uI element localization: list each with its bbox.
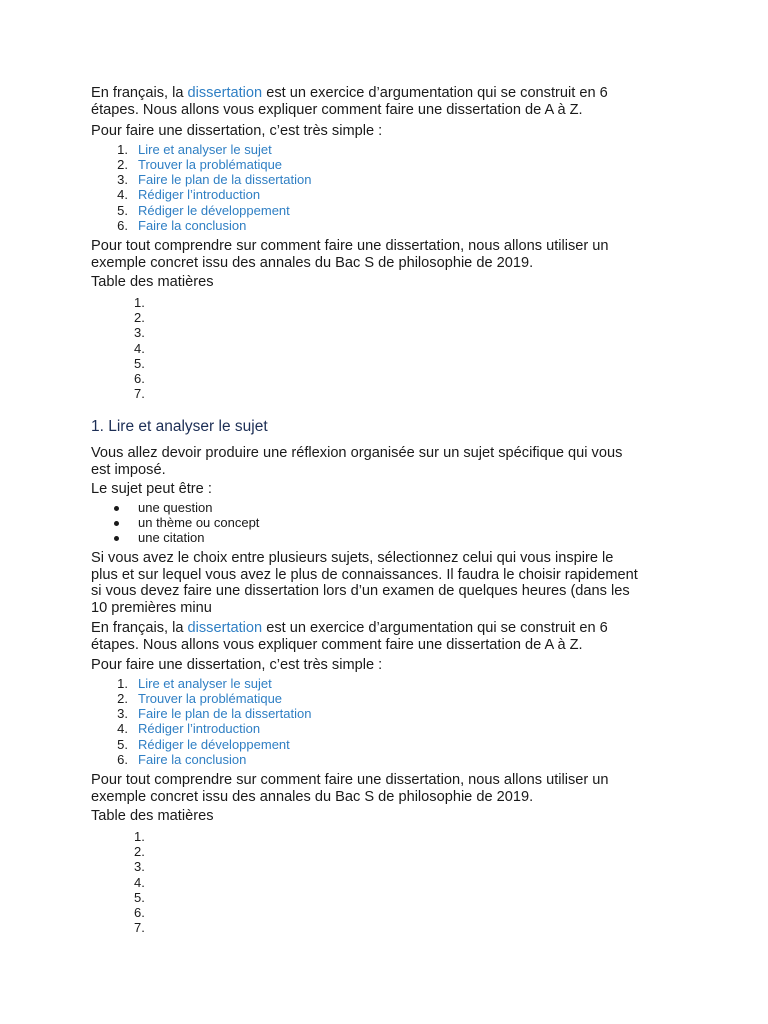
toc-number: 1. — [134, 295, 145, 310]
step-link[interactable]: Rédiger l’introduction — [138, 187, 261, 202]
dissertation-link[interactable]: dissertation — [187, 85, 263, 101]
step-link[interactable]: Faire le plan de la dissertation — [138, 172, 312, 187]
step-number: 5. — [117, 203, 128, 218]
example-line1: Pour tout comprendre sur comment faire une dissertation, nous allons utiliser un — [91, 238, 609, 254]
step-number: 5. — [117, 737, 128, 752]
bullet-dot — [114, 521, 119, 526]
toc-number: 1. — [134, 829, 145, 844]
toc-number: 7. — [134, 386, 145, 401]
step-number: 2. — [117, 157, 128, 172]
bullet-item: une question — [138, 500, 213, 515]
choice-line4: 10 premières minu — [91, 599, 212, 616]
section-paragraph — [91, 445, 691, 478]
intro-text-after: est un exercice d’argumentation qui se construit en 6 — [262, 620, 608, 636]
section-p1-line1: Vous allez devoir produire une réflexion organisée sur un sujet spécifique qui vous — [91, 445, 623, 461]
step-link[interactable]: Lire et analyser le sujet — [138, 142, 272, 157]
example-line2: exemple concret issu des annales du Bac S de philosophie de 2019. — [91, 254, 534, 271]
step-link[interactable]: Rédiger le développement — [138, 203, 290, 218]
toc-number: 2. — [134, 310, 145, 325]
step-number: 6. — [117, 218, 128, 233]
step-link[interactable]: Rédiger l’introduction — [138, 721, 261, 736]
toc-number: 2. — [134, 844, 145, 859]
bullet-item: une citation — [138, 530, 205, 545]
example-paragraph — [91, 238, 691, 271]
step-number: 4. — [117, 721, 128, 736]
simple-paragraph-repeat: Pour faire une dissertation, c’est très simple : — [91, 657, 383, 673]
toc-number: 7. — [134, 920, 145, 935]
step-link[interactable]: Faire le plan de la dissertation — [138, 706, 312, 721]
intro-text-line2: étapes. Nous allons vous expliquer comment faire une dissertation de A à Z. — [91, 636, 583, 653]
toc-number: 6. — [134, 371, 145, 386]
intro-text-line2: étapes. Nous allons vous expliquer comment faire une dissertation de A à Z. — [91, 101, 583, 118]
step-number: 3. — [117, 706, 128, 721]
example-line1: Pour tout comprendre sur comment faire une dissertation, nous allons utiliser un — [91, 772, 609, 788]
intro-paragraph — [91, 85, 691, 118]
simple-paragraph: Pour faire une dissertation, c’est très simple : — [91, 123, 383, 139]
choice-line2: plus et sur lequel vous avez le plus de connaissances. Il faudra le choisir rapidement — [91, 566, 638, 583]
step-link[interactable]: Trouver la problématique — [138, 691, 283, 706]
toc-number: 3. — [134, 325, 145, 340]
intro-text-before: En français, la — [91, 620, 188, 636]
toc-title: Table des matières — [91, 274, 214, 290]
step-number: 3. — [117, 172, 128, 187]
section-p1-line2: est imposé. — [91, 461, 166, 478]
dissertation-link[interactable]: dissertation — [187, 620, 263, 636]
example-line2: exemple concret issu des annales du Bac S de philosophie de 2019. — [91, 788, 534, 805]
toc-title-repeat: Table des matières — [91, 808, 214, 824]
step-link[interactable]: Lire et analyser le sujet — [138, 676, 272, 691]
step-number: 6. — [117, 752, 128, 767]
toc-number: 3. — [134, 859, 145, 874]
step-number: 4. — [117, 187, 128, 202]
step-link[interactable]: Trouver la problématique — [138, 157, 283, 172]
toc-number: 6. — [134, 905, 145, 920]
step-number: 1. — [117, 142, 128, 157]
step-number: 2. — [117, 691, 128, 706]
toc-number: 4. — [134, 875, 145, 890]
step-link[interactable]: Faire la conclusion — [138, 752, 247, 767]
bullet-dot — [114, 536, 119, 541]
subject-label: Le sujet peut être : — [91, 481, 212, 497]
toc-number: 5. — [134, 356, 145, 371]
intro-paragraph-repeat — [91, 620, 691, 653]
intro-text-before: En français, la — [91, 85, 188, 101]
toc-number: 5. — [134, 890, 145, 905]
choice-line3: si vous devez faire une dissertation lors d’un examen de quelques heures (dans les — [91, 583, 630, 599]
intro-text-after: est un exercice d’argumentation qui se construit en 6 — [262, 85, 608, 101]
bullet-dot — [114, 506, 119, 511]
example-paragraph-repeat — [91, 772, 691, 805]
choice-line1: Si vous avez le choix entre plusieurs sujets, sélectionnez celui qui vous inspire le — [91, 550, 614, 566]
bullet-item: un thème ou concept — [138, 515, 260, 530]
step-link[interactable]: Faire la conclusion — [138, 218, 247, 233]
step-number: 1. — [117, 676, 128, 691]
section-heading: 1. Lire et analyser le sujet — [91, 418, 268, 435]
toc-number: 4. — [134, 341, 145, 356]
choice-paragraph — [91, 550, 691, 616]
step-link[interactable]: Rédiger le développement — [138, 737, 290, 752]
